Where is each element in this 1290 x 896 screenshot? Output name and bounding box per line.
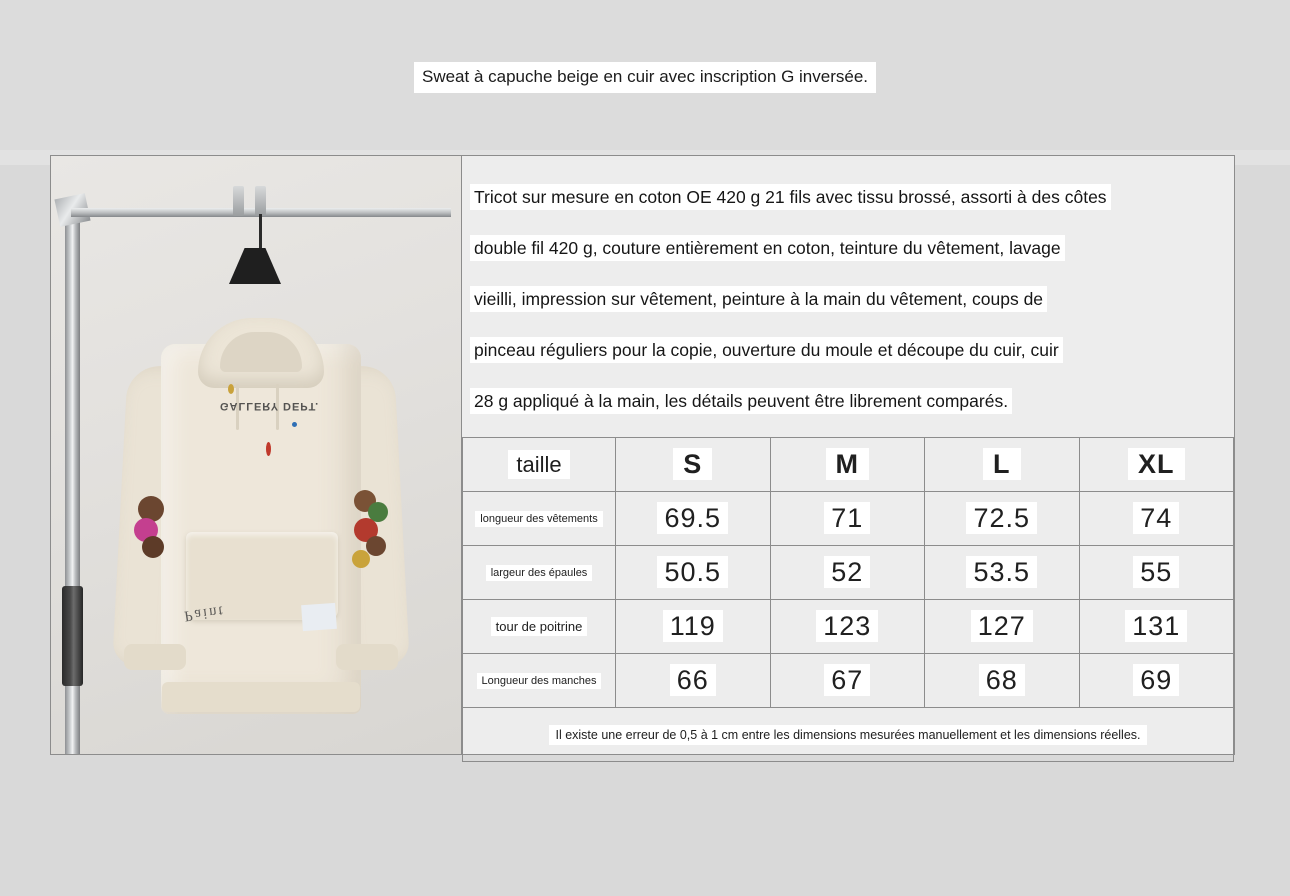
description-line: [470, 376, 1220, 427]
measurement-value: [1079, 654, 1234, 708]
size-column-header-xl: [1079, 438, 1234, 492]
size-chart-note: [463, 708, 1234, 762]
size-chart-note-text: Il existe une erreur de 0,5 à 1 cm entre les dimensions mesurées manuellement et les dimensions réelles.: [549, 725, 1146, 745]
measurement-value-text: 127: [971, 610, 1033, 642]
product-description: [462, 156, 1234, 437]
measurement-label: [463, 546, 616, 600]
measurement-value: [770, 546, 925, 600]
measurement-label: [463, 654, 616, 708]
measurement-value-text: 72.5: [966, 502, 1037, 534]
leather-patch: [352, 550, 370, 568]
size-chart-header-label-text: taille: [508, 450, 569, 479]
size-column-header-s: [616, 438, 771, 492]
description-line: [470, 274, 1220, 325]
measurement-label-text: tour de poitrine: [491, 617, 588, 636]
description-line: [470, 325, 1220, 376]
measurement-value: [925, 654, 1080, 708]
measurement-value-text: 123: [816, 610, 878, 642]
measurement-value: [1079, 546, 1234, 600]
measurement-value: [616, 600, 771, 654]
size-chart-header-label: [463, 438, 616, 492]
measurement-value: [770, 654, 925, 708]
page-title: [0, 62, 1290, 93]
measurement-value: [616, 492, 771, 546]
paint-splatter: [266, 442, 271, 456]
description-line-text: double fil 420 g, couture entièrement en coton, teinture du vêtement, lavage: [470, 235, 1065, 261]
measurement-value: [1079, 492, 1234, 546]
measurement-value-text: 66: [670, 664, 716, 696]
description-line-text: pinceau réguliers pour la copie, ouverture du moule et découpe du cuir, cuir: [470, 337, 1063, 363]
table-row: [463, 600, 1234, 654]
measurement-value-text: 69.5: [657, 502, 728, 534]
product-photo: [51, 156, 462, 754]
measurement-value-text: 53.5: [966, 556, 1037, 588]
measurement-label-text: Longueur des manches: [477, 673, 602, 689]
measurement-value-text: 119: [663, 610, 723, 642]
size-column-header-s-text: S: [673, 448, 712, 480]
hoodie-hand-script: Paint: [183, 602, 226, 624]
hoodie-care-label: [301, 603, 337, 631]
rack-clamp-left: [233, 186, 244, 216]
measurement-value: [925, 600, 1080, 654]
measurement-value: [1079, 600, 1234, 654]
size-column-header-l-text: L: [983, 448, 1021, 480]
leather-patch: [142, 536, 164, 558]
size-chart-table: [462, 437, 1234, 762]
size-chart-header-row: [463, 438, 1234, 492]
measurement-value-text: 50.5: [657, 556, 728, 588]
measurement-value-text: 55: [1133, 556, 1179, 588]
measurement-label-text: longueur des vêtements: [475, 511, 602, 527]
measurement-value: [616, 546, 771, 600]
leather-patch: [366, 536, 386, 556]
hoodie-hem-ribbing: [162, 682, 360, 712]
measurement-value: [616, 654, 771, 708]
hoodie-cuff-left: [124, 644, 186, 670]
measurement-value-text: 52: [824, 556, 870, 588]
table-row: [463, 492, 1234, 546]
measurement-value: [925, 492, 1080, 546]
description-line: [470, 172, 1220, 223]
measurement-value: [925, 546, 1080, 600]
table-row: [463, 546, 1234, 600]
measurement-value: [770, 600, 925, 654]
size-column-header-m-text: M: [826, 448, 870, 480]
size-column-header-m: [770, 438, 925, 492]
paint-splatter: [228, 384, 234, 394]
description-line: [470, 223, 1220, 274]
description-line-text: vieilli, impression sur vêtement, peinture à la main du vêtement, coups de: [470, 286, 1047, 312]
page-title-text: Sweat à capuche beige en cuir avec inscription G inversée.: [414, 62, 876, 93]
measurement-value-text: 131: [1125, 610, 1187, 642]
measurement-value-text: 71: [824, 502, 870, 534]
product-content-block: [50, 155, 1235, 755]
table-row: [463, 654, 1234, 708]
size-chart-note-row: [463, 708, 1234, 762]
measurement-label: [463, 492, 616, 546]
size-column-header-l: [925, 438, 1080, 492]
description-line-text: 28 g appliqué à la main, les détails peuvent être librement comparés.: [470, 388, 1012, 414]
hoodie-chest-print: GALLERY DEPT.: [220, 400, 320, 412]
product-details-panel: [462, 156, 1234, 754]
rack-pole-grip: [62, 586, 83, 686]
size-column-header-xl-text: XL: [1128, 448, 1185, 480]
hanger-body: [229, 248, 281, 284]
description-line-text: Tricot sur mesure en coton OE 420 g 21 fils avec tissu brossé, assorti à des côtes: [470, 184, 1111, 210]
measurement-value-text: 67: [824, 664, 870, 696]
rack-clamp-right: [255, 186, 266, 216]
measurement-value-text: 68: [979, 664, 1025, 696]
hoodie-garment: [116, 304, 406, 724]
measurement-value: [770, 492, 925, 546]
paint-splatter: [292, 422, 297, 427]
measurement-label: [463, 600, 616, 654]
measurement-value-text: 74: [1133, 502, 1179, 534]
measurement-value-text: 69: [1133, 664, 1179, 696]
hoodie-cuff-right: [336, 644, 398, 670]
measurement-label-text: largeur des épaules: [486, 565, 593, 581]
